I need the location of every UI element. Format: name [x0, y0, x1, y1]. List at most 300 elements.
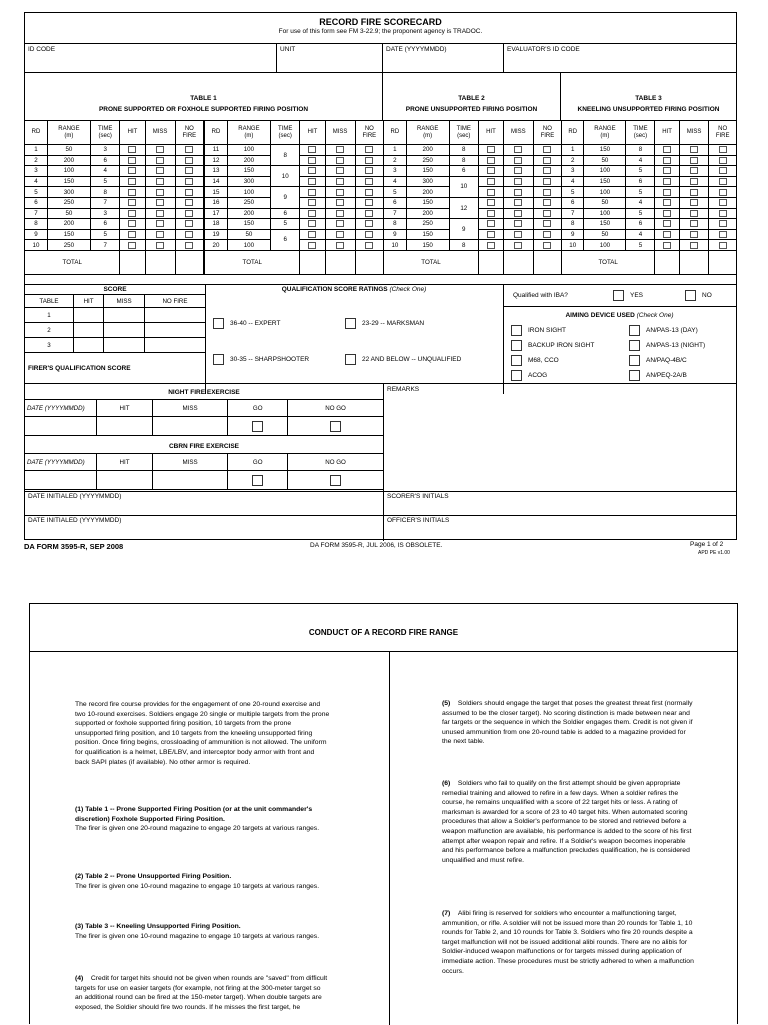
date-field[interactable] — [383, 44, 504, 72]
checkbox[interactable] — [336, 231, 344, 238]
checkbox[interactable] — [514, 189, 522, 196]
aiming-left-option[interactable] — [511, 368, 594, 383]
hit-cell[interactable] — [300, 229, 325, 240]
total-miss[interactable] — [325, 250, 355, 274]
checkbox[interactable] — [156, 157, 164, 164]
hit-cell[interactable] — [120, 166, 145, 177]
checkbox[interactable] — [365, 157, 373, 164]
checkbox[interactable] — [308, 178, 316, 185]
nofire-cell[interactable] — [355, 187, 383, 198]
miss-cell[interactable] — [679, 208, 709, 219]
checkbox[interactable] — [185, 242, 193, 249]
id-code-field[interactable] — [25, 44, 277, 72]
checkbox[interactable] — [336, 167, 344, 174]
checkbox[interactable] — [514, 146, 522, 153]
checkbox[interactable] — [543, 157, 551, 164]
nofire-cell[interactable] — [533, 187, 561, 198]
miss-cell[interactable] — [679, 197, 709, 208]
hit-cell[interactable] — [300, 155, 325, 166]
miss-cell[interactable] — [325, 166, 355, 177]
checkbox[interactable] — [487, 157, 495, 164]
checkbox[interactable] — [128, 242, 136, 249]
checkbox[interactable] — [365, 178, 373, 185]
checkbox[interactable] — [345, 318, 356, 329]
nofire-cell[interactable] — [533, 197, 561, 208]
hit-cell[interactable] — [478, 208, 503, 219]
checkbox[interactable] — [690, 231, 698, 238]
checkbox[interactable] — [128, 146, 136, 153]
night-go-checkbox[interactable] — [252, 421, 263, 432]
checkbox[interactable] — [690, 189, 698, 196]
miss-cell[interactable] — [145, 229, 175, 240]
checkbox[interactable] — [511, 340, 522, 351]
checkbox[interactable] — [365, 167, 373, 174]
hit-cell[interactable] — [300, 145, 325, 156]
checkbox[interactable] — [543, 242, 551, 249]
miss-cell[interactable] — [325, 229, 355, 240]
checkbox[interactable] — [511, 355, 522, 366]
checkbox[interactable] — [613, 290, 624, 301]
score-cell[interactable] — [104, 323, 145, 338]
hit-cell[interactable] — [300, 219, 325, 230]
checkbox[interactable] — [543, 231, 551, 238]
checkbox[interactable] — [719, 231, 727, 238]
nofire-cell[interactable] — [175, 187, 203, 198]
aiming-left-option[interactable] — [511, 338, 594, 353]
miss-cell[interactable] — [325, 219, 355, 230]
nofire-cell[interactable] — [355, 219, 383, 230]
score-cell[interactable] — [73, 338, 103, 353]
aiming-left-option[interactable] — [511, 353, 594, 368]
checkbox[interactable] — [365, 210, 373, 217]
aiming-right-option[interactable] — [629, 323, 705, 338]
hit-cell[interactable] — [300, 166, 325, 177]
checkbox[interactable] — [543, 146, 551, 153]
total-hit[interactable] — [300, 250, 325, 274]
miss-cell[interactable] — [325, 176, 355, 187]
checkbox[interactable] — [514, 210, 522, 217]
miss-cell[interactable] — [145, 187, 175, 198]
total-miss[interactable] — [145, 250, 175, 274]
checkbox[interactable] — [719, 242, 727, 249]
checkbox[interactable] — [128, 189, 136, 196]
checkbox[interactable] — [156, 189, 164, 196]
unit-field[interactable] — [277, 44, 383, 72]
night-date-cell[interactable] — [25, 417, 97, 436]
hit-cell[interactable] — [655, 229, 679, 240]
checkbox[interactable] — [663, 146, 671, 153]
checkbox[interactable] — [487, 210, 495, 217]
checkbox[interactable] — [365, 146, 373, 153]
checkbox[interactable] — [543, 167, 551, 174]
checkbox[interactable] — [487, 199, 495, 206]
checkbox[interactable] — [308, 146, 316, 153]
hit-cell[interactable] — [120, 145, 145, 156]
checkbox[interactable] — [514, 167, 522, 174]
nofire-cell[interactable] — [355, 197, 383, 208]
hit-cell[interactable] — [655, 187, 679, 198]
miss-cell[interactable] — [145, 145, 175, 156]
nofire-cell[interactable] — [709, 229, 737, 240]
miss-cell[interactable] — [325, 155, 355, 166]
checkbox[interactable] — [690, 167, 698, 174]
nofire-cell[interactable] — [533, 155, 561, 166]
hit-cell[interactable] — [655, 145, 679, 156]
hit-cell[interactable] — [478, 176, 503, 187]
miss-cell[interactable] — [145, 197, 175, 208]
rating-expert[interactable] — [213, 318, 280, 329]
total-nofire[interactable] — [709, 250, 737, 274]
nofire-cell[interactable] — [533, 240, 561, 251]
aiming-right-option[interactable] — [629, 338, 705, 353]
checkbox[interactable] — [185, 167, 193, 174]
hit-cell[interactable] — [478, 187, 503, 198]
miss-cell[interactable] — [503, 208, 533, 219]
checkbox[interactable] — [514, 220, 522, 227]
checkbox[interactable] — [629, 355, 640, 366]
hit-cell[interactable] — [120, 240, 145, 251]
checkbox[interactable] — [128, 210, 136, 217]
rating-unqualified[interactable] — [345, 354, 461, 365]
checkbox[interactable] — [487, 189, 495, 196]
checkbox[interactable] — [185, 146, 193, 153]
checkbox[interactable] — [719, 157, 727, 164]
checkbox[interactable] — [487, 231, 495, 238]
miss-cell[interactable] — [503, 229, 533, 240]
miss-cell[interactable] — [503, 219, 533, 230]
miss-cell[interactable] — [503, 187, 533, 198]
checkbox[interactable] — [629, 325, 640, 336]
nofire-cell[interactable] — [175, 166, 203, 177]
checkbox[interactable] — [663, 220, 671, 227]
checkbox[interactable] — [308, 220, 316, 227]
checkbox[interactable] — [690, 220, 698, 227]
miss-cell[interactable] — [679, 176, 709, 187]
checkbox[interactable] — [156, 167, 164, 174]
hit-cell[interactable] — [120, 208, 145, 219]
miss-cell[interactable] — [325, 197, 355, 208]
nofire-cell[interactable] — [709, 187, 737, 198]
checkbox[interactable] — [719, 199, 727, 206]
hit-cell[interactable] — [120, 197, 145, 208]
nofire-cell[interactable] — [175, 197, 203, 208]
score-cell[interactable] — [145, 338, 206, 353]
checkbox[interactable] — [156, 210, 164, 217]
hit-cell[interactable] — [478, 155, 503, 166]
total-miss[interactable] — [679, 250, 709, 274]
checkbox[interactable] — [543, 220, 551, 227]
nofire-cell[interactable] — [709, 166, 737, 177]
hit-cell[interactable] — [655, 166, 679, 177]
checkbox[interactable] — [487, 167, 495, 174]
nofire-cell[interactable] — [533, 166, 561, 177]
checkbox[interactable] — [336, 189, 344, 196]
checkbox[interactable] — [128, 157, 136, 164]
checkbox[interactable] — [663, 231, 671, 238]
miss-cell[interactable] — [679, 187, 709, 198]
checkbox[interactable] — [719, 189, 727, 196]
checkbox[interactable] — [185, 157, 193, 164]
miss-cell[interactable] — [325, 240, 355, 251]
miss-cell[interactable] — [325, 187, 355, 198]
rating-marksman[interactable] — [345, 318, 424, 329]
checkbox[interactable] — [719, 178, 727, 185]
checkbox[interactable] — [487, 178, 495, 185]
checkbox[interactable] — [629, 340, 640, 351]
hit-cell[interactable] — [655, 219, 679, 230]
nofire-cell[interactable] — [175, 229, 203, 240]
hit-cell[interactable] — [120, 187, 145, 198]
checkbox[interactable] — [514, 199, 522, 206]
aiming-left-option[interactable] — [511, 323, 594, 338]
checkbox[interactable] — [514, 231, 522, 238]
miss-cell[interactable] — [679, 219, 709, 230]
checkbox[interactable] — [213, 354, 224, 365]
scorer-initials[interactable] — [387, 493, 449, 500]
nofire-cell[interactable] — [175, 155, 203, 166]
cbrn-nogo-checkbox[interactable] — [330, 475, 341, 486]
checkbox[interactable] — [365, 242, 373, 249]
aiming-right-option[interactable] — [629, 353, 705, 368]
checkbox[interactable] — [511, 370, 522, 381]
total-hit[interactable] — [120, 250, 145, 274]
nofire-cell[interactable] — [709, 176, 737, 187]
score-cell[interactable] — [145, 308, 206, 323]
checkbox[interactable] — [365, 199, 373, 206]
checkbox[interactable] — [685, 290, 696, 301]
checkbox[interactable] — [308, 210, 316, 217]
nofire-cell[interactable] — [355, 155, 383, 166]
checkbox[interactable] — [719, 220, 727, 227]
checkbox[interactable] — [156, 178, 164, 185]
checkbox[interactable] — [336, 157, 344, 164]
iba-no[interactable] — [685, 290, 712, 301]
night-miss-cell[interactable] — [152, 417, 227, 436]
score-cell[interactable] — [104, 308, 145, 323]
nofire-cell[interactable] — [175, 208, 203, 219]
checkbox[interactable] — [128, 167, 136, 174]
night-nogo-checkbox[interactable] — [330, 421, 341, 432]
score-cell[interactable] — [145, 323, 206, 338]
checkbox[interactable] — [543, 210, 551, 217]
checkbox[interactable] — [690, 146, 698, 153]
nofire-cell[interactable] — [709, 219, 737, 230]
hit-cell[interactable] — [120, 176, 145, 187]
officer-initials[interactable] — [387, 517, 449, 524]
miss-cell[interactable] — [325, 145, 355, 156]
checkbox[interactable] — [663, 189, 671, 196]
hit-cell[interactable] — [655, 155, 679, 166]
checkbox[interactable] — [128, 220, 136, 227]
checkbox[interactable] — [663, 242, 671, 249]
hit-cell[interactable] — [300, 208, 325, 219]
checkbox[interactable] — [336, 242, 344, 249]
checkbox[interactable] — [663, 210, 671, 217]
checkbox[interactable] — [185, 178, 193, 185]
checkbox[interactable] — [365, 189, 373, 196]
hit-cell[interactable] — [655, 176, 679, 187]
hit-cell[interactable] — [655, 208, 679, 219]
nofire-cell[interactable] — [355, 229, 383, 240]
hit-cell[interactable] — [478, 229, 503, 240]
checkbox[interactable] — [336, 178, 344, 185]
checkbox[interactable] — [487, 220, 495, 227]
total-hit[interactable] — [478, 250, 503, 274]
hit-cell[interactable] — [300, 197, 325, 208]
score-cell[interactable] — [104, 338, 145, 353]
nofire-cell[interactable] — [355, 166, 383, 177]
total-hit[interactable] — [655, 250, 679, 274]
checkbox[interactable] — [487, 146, 495, 153]
checkbox[interactable] — [128, 199, 136, 206]
checkbox[interactable] — [336, 210, 344, 217]
hit-cell[interactable] — [120, 229, 145, 240]
miss-cell[interactable] — [503, 240, 533, 251]
rating-sharpshooter[interactable] — [213, 354, 309, 365]
checkbox[interactable] — [663, 199, 671, 206]
hit-cell[interactable] — [478, 145, 503, 156]
checkbox[interactable] — [156, 220, 164, 227]
hit-cell[interactable] — [300, 176, 325, 187]
nofire-cell[interactable] — [709, 155, 737, 166]
checkbox[interactable] — [690, 210, 698, 217]
checkbox[interactable] — [156, 199, 164, 206]
cbrn-date-cell[interactable] — [25, 471, 97, 490]
cbrn-hit-cell[interactable] — [97, 471, 153, 490]
miss-cell[interactable] — [679, 155, 709, 166]
miss-cell[interactable] — [145, 208, 175, 219]
checkbox[interactable] — [336, 199, 344, 206]
hit-cell[interactable] — [478, 240, 503, 251]
checkbox[interactable] — [663, 157, 671, 164]
checkbox[interactable] — [629, 370, 640, 381]
cbrn-miss-cell[interactable] — [152, 471, 227, 490]
checkbox[interactable] — [690, 199, 698, 206]
checkbox[interactable] — [336, 146, 344, 153]
nofire-cell[interactable] — [355, 176, 383, 187]
miss-cell[interactable] — [679, 240, 709, 251]
hit-cell[interactable] — [655, 197, 679, 208]
miss-cell[interactable] — [503, 155, 533, 166]
date-initialed-1[interactable] — [28, 493, 121, 500]
checkbox[interactable] — [308, 167, 316, 174]
score-cell[interactable] — [73, 323, 103, 338]
nofire-cell[interactable] — [533, 176, 561, 187]
miss-cell[interactable] — [145, 155, 175, 166]
nofire-cell[interactable] — [709, 197, 737, 208]
checkbox[interactable] — [185, 220, 193, 227]
nofire-cell[interactable] — [533, 229, 561, 240]
checkbox[interactable] — [514, 178, 522, 185]
checkbox[interactable] — [514, 157, 522, 164]
checkbox[interactable] — [543, 189, 551, 196]
total-nofire[interactable] — [175, 250, 203, 274]
nofire-cell[interactable] — [175, 240, 203, 251]
evaluator-field[interactable] — [504, 44, 736, 72]
iba-yes[interactable] — [613, 290, 643, 301]
checkbox[interactable] — [663, 178, 671, 185]
nofire-cell[interactable] — [533, 219, 561, 230]
hit-cell[interactable] — [120, 155, 145, 166]
score-cell[interactable] — [73, 308, 103, 323]
checkbox[interactable] — [308, 157, 316, 164]
checkbox[interactable] — [128, 178, 136, 185]
checkbox[interactable] — [514, 242, 522, 249]
checkbox[interactable] — [128, 231, 136, 238]
miss-cell[interactable] — [503, 145, 533, 156]
checkbox[interactable] — [345, 354, 356, 365]
checkbox[interactable] — [156, 242, 164, 249]
checkbox[interactable] — [543, 178, 551, 185]
aiming-right-option[interactable] — [629, 368, 705, 383]
miss-cell[interactable] — [679, 145, 709, 156]
nofire-cell[interactable] — [709, 240, 737, 251]
nofire-cell[interactable] — [175, 219, 203, 230]
checkbox[interactable] — [308, 242, 316, 249]
miss-cell[interactable] — [679, 166, 709, 177]
date-initialed-2[interactable] — [28, 517, 121, 524]
checkbox[interactable] — [213, 318, 224, 329]
night-hit-cell[interactable] — [97, 417, 153, 436]
nofire-cell[interactable] — [355, 145, 383, 156]
checkbox[interactable] — [719, 167, 727, 174]
checkbox[interactable] — [185, 189, 193, 196]
hit-cell[interactable] — [120, 219, 145, 230]
checkbox[interactable] — [487, 242, 495, 249]
miss-cell[interactable] — [145, 166, 175, 177]
nofire-cell[interactable] — [709, 145, 737, 156]
hit-cell[interactable] — [300, 240, 325, 251]
checkbox[interactable] — [365, 220, 373, 227]
checkbox[interactable] — [690, 242, 698, 249]
nofire-cell[interactable] — [533, 145, 561, 156]
miss-cell[interactable] — [679, 229, 709, 240]
nofire-cell[interactable] — [709, 208, 737, 219]
checkbox[interactable] — [185, 199, 193, 206]
miss-cell[interactable] — [325, 208, 355, 219]
checkbox[interactable] — [308, 199, 316, 206]
total-nofire[interactable] — [355, 250, 383, 274]
hit-cell[interactable] — [478, 197, 503, 208]
nofire-cell[interactable] — [533, 208, 561, 219]
checkbox[interactable] — [719, 210, 727, 217]
total-nofire[interactable] — [533, 250, 561, 274]
cbrn-go-checkbox[interactable] — [252, 475, 263, 486]
checkbox[interactable] — [308, 189, 316, 196]
total-miss[interactable] — [503, 250, 533, 274]
checkbox[interactable] — [543, 199, 551, 206]
checkbox[interactable] — [511, 325, 522, 336]
checkbox[interactable] — [719, 146, 727, 153]
miss-cell[interactable] — [503, 176, 533, 187]
miss-cell[interactable] — [145, 219, 175, 230]
nofire-cell[interactable] — [355, 208, 383, 219]
nofire-cell[interactable] — [175, 145, 203, 156]
checkbox[interactable] — [690, 157, 698, 164]
checkbox[interactable] — [308, 231, 316, 238]
hit-cell[interactable] — [300, 187, 325, 198]
checkbox[interactable] — [156, 146, 164, 153]
checkbox[interactable] — [365, 231, 373, 238]
checkbox[interactable] — [663, 167, 671, 174]
checkbox[interactable] — [185, 210, 193, 217]
miss-cell[interactable] — [503, 166, 533, 177]
checkbox[interactable] — [690, 178, 698, 185]
hit-cell[interactable] — [478, 219, 503, 230]
checkbox[interactable] — [336, 220, 344, 227]
miss-cell[interactable] — [503, 197, 533, 208]
nofire-cell[interactable] — [175, 176, 203, 187]
